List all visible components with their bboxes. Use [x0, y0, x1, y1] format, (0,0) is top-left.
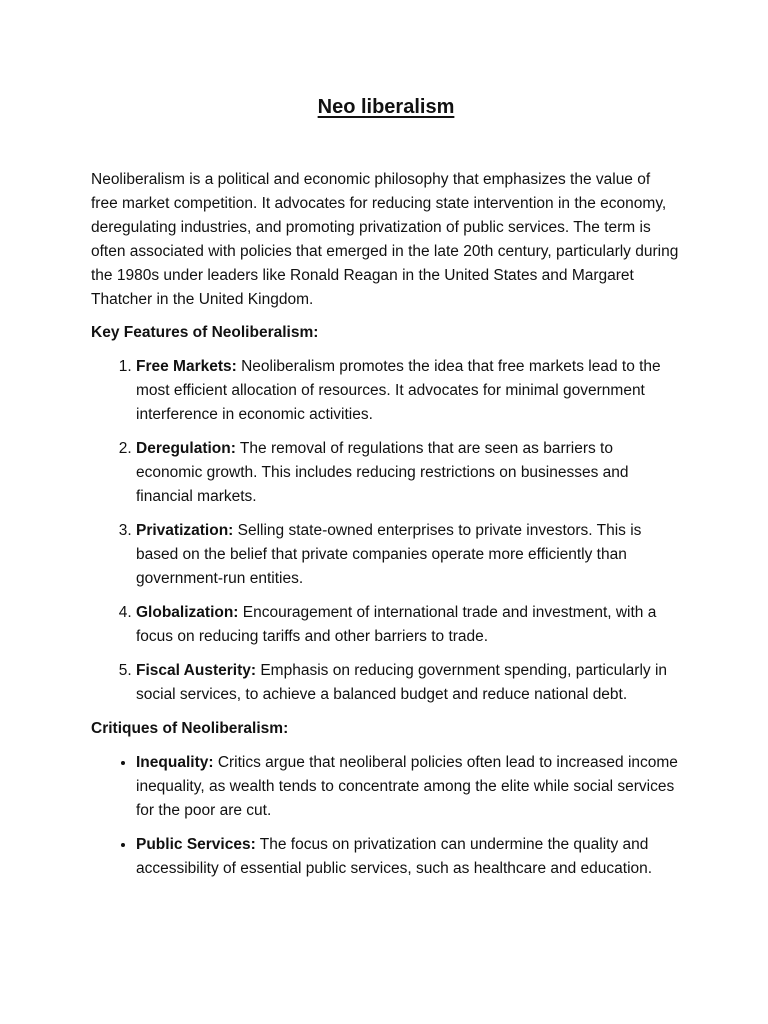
critique-text: Critics argue that neoliberal policies often lead to increased income inequality, as wealth tends to concentrate among the elite while social services for the poor are cut.	[136, 754, 678, 819]
critique-text: The focus on privatization can undermine the quality and accessibility of essential public services, such as healthcare and education.	[136, 836, 653, 877]
critique-term: Inequality:	[136, 754, 214, 771]
feature-text: The removal of regulations that are seen as barriers to economic growth. This includes reducing restrictions on businesses and financial markets.	[136, 440, 629, 505]
critique-item	[136, 751, 681, 823]
feature-term: Globalization:	[136, 604, 239, 621]
features-heading: Key Features of Neoliberalism:	[91, 324, 319, 341]
feature-text: Encouragement of international trade and investment, with a focus on reducing tariffs and other barriers to trade.	[136, 604, 657, 645]
feature-item	[136, 519, 681, 591]
document-page	[91, 94, 681, 891]
feature-item	[136, 659, 681, 707]
critiques-heading: Critiques of Neoliberalism:	[91, 720, 289, 737]
features-list	[91, 355, 681, 707]
feature-item	[136, 437, 681, 509]
feature-term: Fiscal Austerity:	[136, 662, 257, 679]
feature-item	[136, 601, 681, 649]
intro-paragraph: Neoliberalism is a political and economic philosophy that emphasizes the value of free market competition. It advocates for reducing state intervention in the economy, deregulating industries, and promoting privatization of public services. The term is often associated with policies that emerged in the late 20th century, particularly during the 1980s under leaders like Ronald Reagan in the United States and Margaret Thatcher in the United Kingdom.	[91, 171, 679, 308]
feature-item	[136, 355, 681, 427]
feature-term: Free Markets:	[136, 358, 237, 375]
critique-term: Public Services:	[136, 836, 256, 853]
feature-term: Privatization:	[136, 522, 234, 539]
critique-item	[136, 833, 681, 881]
feature-term: Deregulation:	[136, 440, 236, 457]
document-title: Neo liberalism	[317, 96, 455, 118]
feature-text: Selling state-owned enterprises to private investors. This is based on the belief that private companies operate more efficiently than government-run entities.	[136, 522, 642, 587]
feature-text: Emphasis on reducing government spending, particularly in social services, to achieve a balanced budget and reduce national debt.	[136, 662, 668, 703]
feature-text: Neoliberalism promotes the idea that free markets lead to the most efficient allocation of resources. It advocates for minimal government interference in economic activities.	[136, 358, 661, 423]
critiques-list	[91, 751, 681, 881]
